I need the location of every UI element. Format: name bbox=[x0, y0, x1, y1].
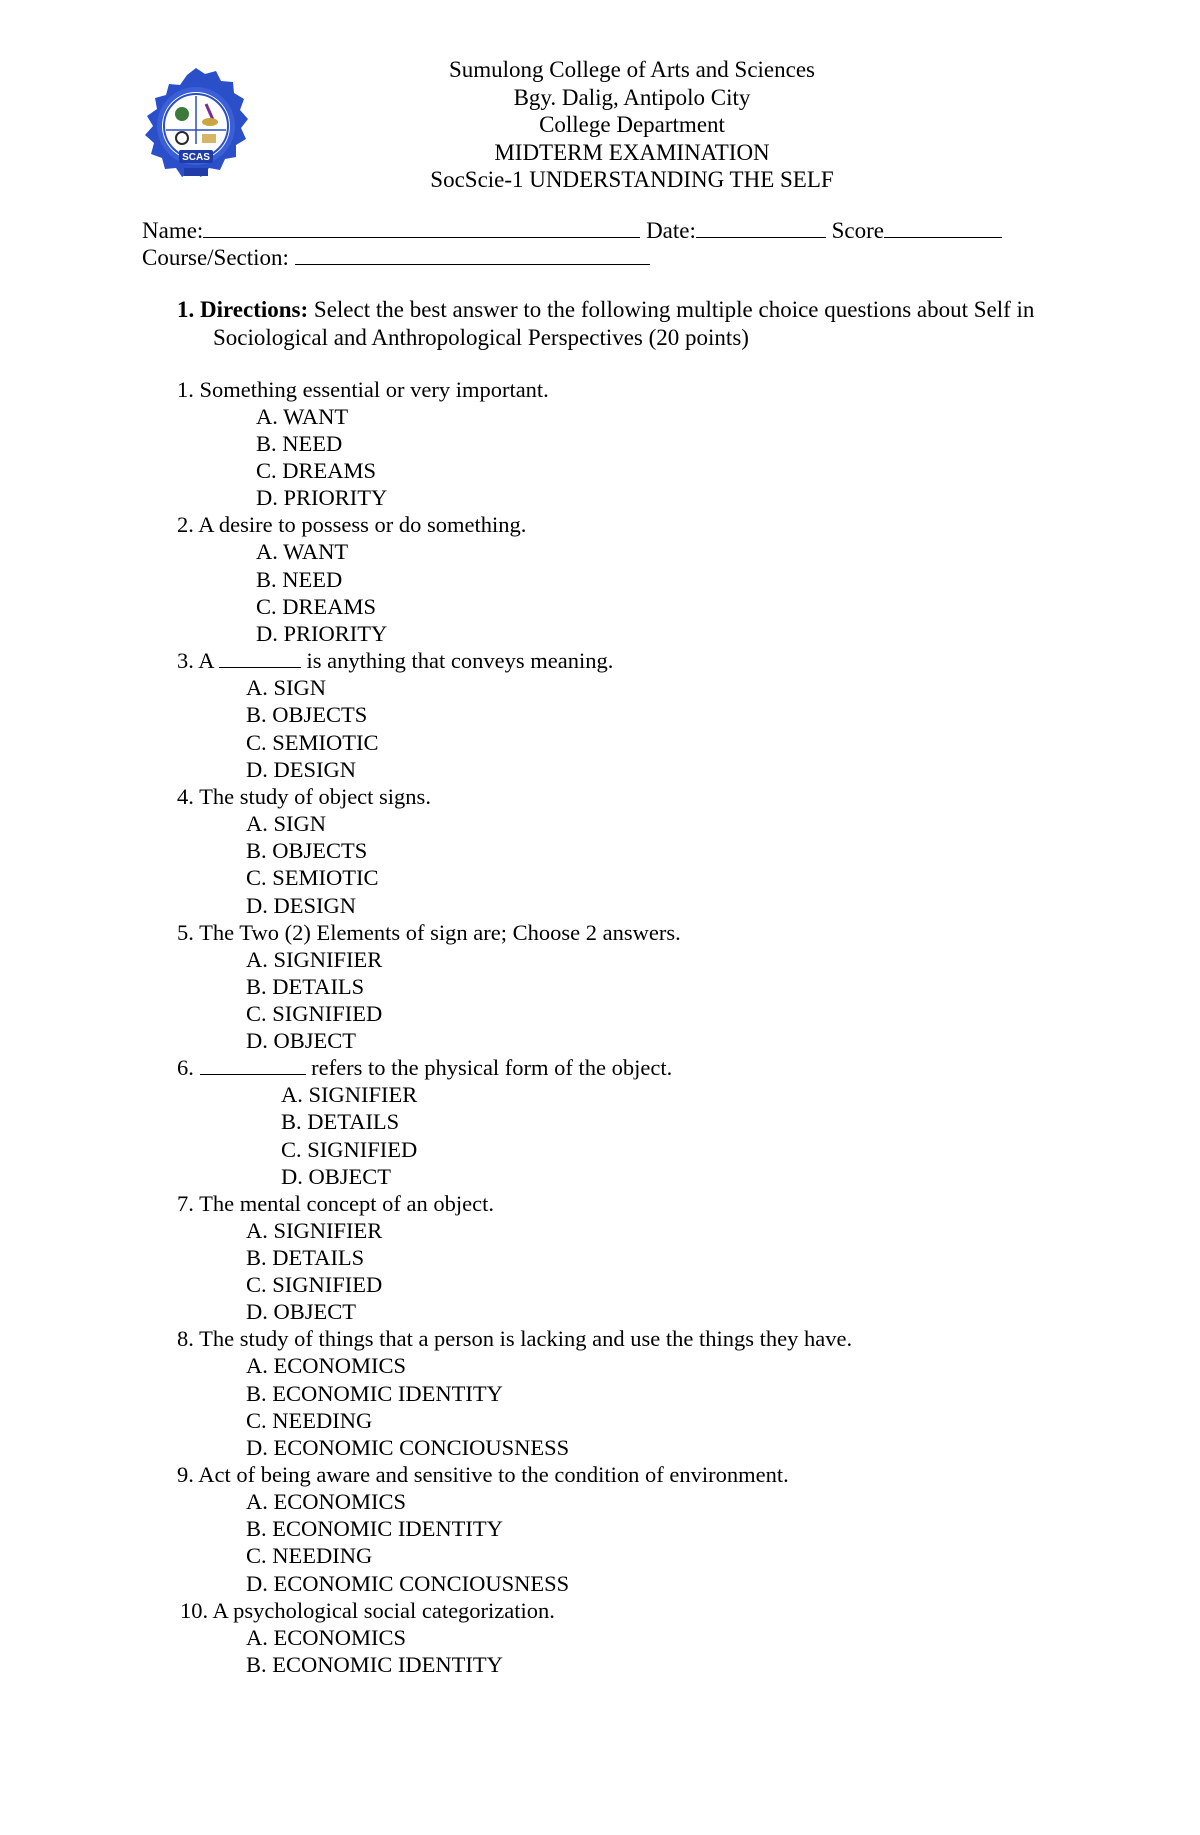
document-header bbox=[340, 56, 924, 194]
question-6-stem bbox=[177, 1054, 672, 1081]
directions-number: 1. bbox=[177, 297, 195, 322]
question-2-stem: 2. A desire to possess or do something. bbox=[177, 512, 527, 537]
college-name: Sumulong College of Arts and Sciences bbox=[448, 57, 816, 82]
q4-option-d[interactable]: D. DESIGN bbox=[246, 893, 356, 918]
date-label: Date: bbox=[646, 218, 696, 243]
department-name: College Department bbox=[539, 112, 725, 137]
q3-option-a[interactable]: A. SIGN bbox=[246, 675, 327, 700]
q8-option-d[interactable]: D. ECONOMIC CONCIOUSNESS bbox=[246, 1435, 570, 1460]
q2-option-a[interactable]: A. WANT bbox=[256, 539, 349, 564]
school-seal-logo bbox=[140, 64, 252, 192]
q8-option-b[interactable]: B. ECONOMIC IDENTITY bbox=[246, 1381, 503, 1406]
q7-option-d[interactable]: D. OBJECT bbox=[246, 1299, 357, 1324]
q1-option-b[interactable]: B. NEED bbox=[256, 431, 343, 456]
q2-option-b[interactable]: B. NEED bbox=[256, 567, 343, 592]
question-8-stem: 8. The study of things that a person is lacking and use the things they have. bbox=[177, 1326, 853, 1351]
q3-option-c[interactable]: C. SEMIOTIC bbox=[246, 730, 379, 755]
directions-block bbox=[177, 296, 1077, 351]
question-1-stem: 1. Something essential or very important. bbox=[177, 377, 549, 402]
q4-option-b[interactable]: B. OBJECTS bbox=[246, 838, 368, 863]
q5-option-d[interactable]: D. OBJECT bbox=[246, 1028, 357, 1053]
q1-option-a[interactable]: A. WANT bbox=[256, 404, 349, 429]
q9-option-d[interactable]: D. ECONOMIC CONCIOUSNESS bbox=[246, 1571, 570, 1596]
score-label: Score bbox=[831, 218, 884, 243]
q9-option-b[interactable]: B. ECONOMIC IDENTITY bbox=[246, 1516, 503, 1541]
question-9-stem: 9. Act of being aware and sensitive to the condition of environment. bbox=[177, 1462, 789, 1487]
q6-option-b[interactable]: B. DETAILS bbox=[281, 1109, 400, 1134]
course-title: SocScie-1 UNDERSTANDING THE SELF bbox=[430, 167, 834, 192]
directions-text: Select the best answer to the following multiple choice questions about Self in bbox=[313, 297, 1035, 322]
q7-option-a[interactable]: A. SIGNIFIER bbox=[246, 1218, 383, 1243]
q6-stem-start: 6. bbox=[177, 1055, 194, 1080]
q3-stem-start: 3. A bbox=[177, 648, 214, 673]
question-3-stem bbox=[177, 647, 613, 674]
q9-option-a[interactable]: A. ECONOMICS bbox=[246, 1489, 407, 1514]
logo-text: SCAS bbox=[182, 152, 210, 163]
q9-option-c[interactable]: C. NEEDING bbox=[246, 1543, 373, 1568]
q2-option-c[interactable]: C. DREAMS bbox=[256, 594, 377, 619]
name-label: Name: bbox=[142, 218, 204, 243]
q4-option-a[interactable]: A. SIGN bbox=[246, 811, 327, 836]
q3-option-b[interactable]: B. OBJECTS bbox=[246, 702, 368, 727]
question-4-stem: 4. The study of object signs. bbox=[177, 784, 431, 809]
q3-option-d[interactable]: D. DESIGN bbox=[246, 757, 356, 782]
q7-option-b[interactable]: B. DETAILS bbox=[246, 1245, 365, 1270]
q8-option-c[interactable]: C. NEEDING bbox=[246, 1408, 373, 1433]
q6-option-d[interactable]: D. OBJECT bbox=[281, 1164, 392, 1189]
q5-option-a[interactable]: A. SIGNIFIER bbox=[246, 947, 383, 972]
directions-label: Directions: bbox=[200, 297, 309, 322]
q6-stem-end: refers to the physical form of the object. bbox=[311, 1055, 673, 1080]
q5-option-c[interactable]: C. SIGNIFIED bbox=[246, 1001, 383, 1026]
q10-option-b[interactable]: B. ECONOMIC IDENTITY bbox=[246, 1652, 503, 1677]
q1-option-d[interactable]: D. PRIORITY bbox=[256, 485, 388, 510]
course-section-blank[interactable] bbox=[295, 246, 650, 265]
q7-option-c[interactable]: C. SIGNIFIED bbox=[246, 1272, 383, 1297]
question-10-stem: 10. A psychological social categorization. bbox=[180, 1598, 555, 1623]
q6-blank bbox=[200, 1056, 306, 1075]
course-section-label: Course/Section: bbox=[142, 245, 289, 270]
q6-option-a[interactable]: A. SIGNIFIER bbox=[281, 1082, 418, 1107]
question-7-stem: 7. The mental concept of an object. bbox=[177, 1191, 494, 1216]
q10-option-a[interactable]: A. ECONOMICS bbox=[246, 1625, 407, 1650]
college-address: Bgy. Dalig, Antipolo City bbox=[513, 84, 751, 110]
course-section-row bbox=[142, 245, 650, 271]
student-info-row bbox=[142, 218, 1002, 244]
q3-stem-end: is anything that conveys meaning. bbox=[306, 648, 614, 673]
directions-text-continued: Sociological and Anthropological Perspectives (20 points) bbox=[213, 324, 749, 350]
q3-blank bbox=[219, 649, 301, 668]
q1-option-c[interactable]: C. DREAMS bbox=[256, 458, 377, 483]
q8-option-a[interactable]: A. ECONOMICS bbox=[246, 1353, 407, 1378]
exam-title: MIDTERM EXAMINATION bbox=[494, 139, 770, 165]
q4-option-c[interactable]: C. SEMIOTIC bbox=[246, 865, 379, 890]
q5-option-b[interactable]: B. DETAILS bbox=[246, 974, 365, 999]
name-blank[interactable] bbox=[203, 219, 640, 238]
question-5-stem: 5. The Two (2) Elements of sign are; Choose 2 answers. bbox=[177, 920, 681, 945]
q6-option-c[interactable]: C. SIGNIFIED bbox=[281, 1137, 418, 1162]
date-blank[interactable] bbox=[696, 219, 826, 238]
q2-option-d[interactable]: D. PRIORITY bbox=[256, 621, 388, 646]
score-blank[interactable] bbox=[884, 219, 1002, 238]
